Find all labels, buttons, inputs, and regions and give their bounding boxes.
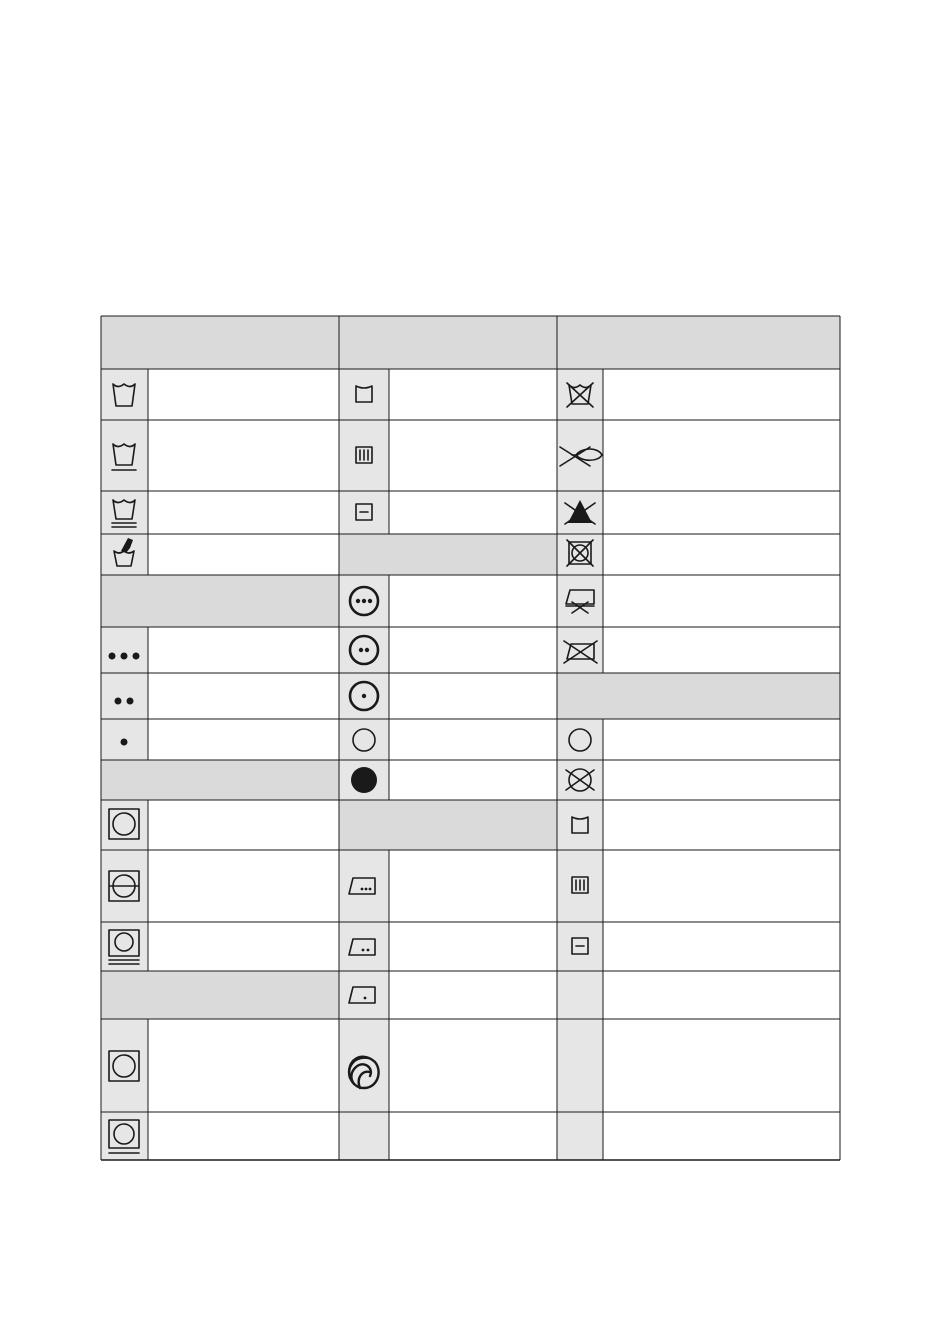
section-header-col1-a bbox=[101, 575, 339, 627]
icon-cells-col2 bbox=[339, 369, 389, 1160]
section-header-col1-c bbox=[101, 971, 339, 1019]
section-header-col3-a bbox=[557, 673, 840, 719]
three-dots-icon bbox=[109, 653, 140, 660]
table-grid bbox=[101, 316, 840, 1160]
table-header-row bbox=[101, 316, 840, 369]
one-dot-icon bbox=[121, 739, 128, 746]
section-header-col2-b bbox=[339, 800, 557, 850]
circle-filled-icon bbox=[351, 767, 377, 793]
section-header-col2-a bbox=[339, 534, 557, 575]
icon-cells-col3 bbox=[557, 369, 603, 1160]
section-header-col1-b bbox=[101, 760, 339, 800]
